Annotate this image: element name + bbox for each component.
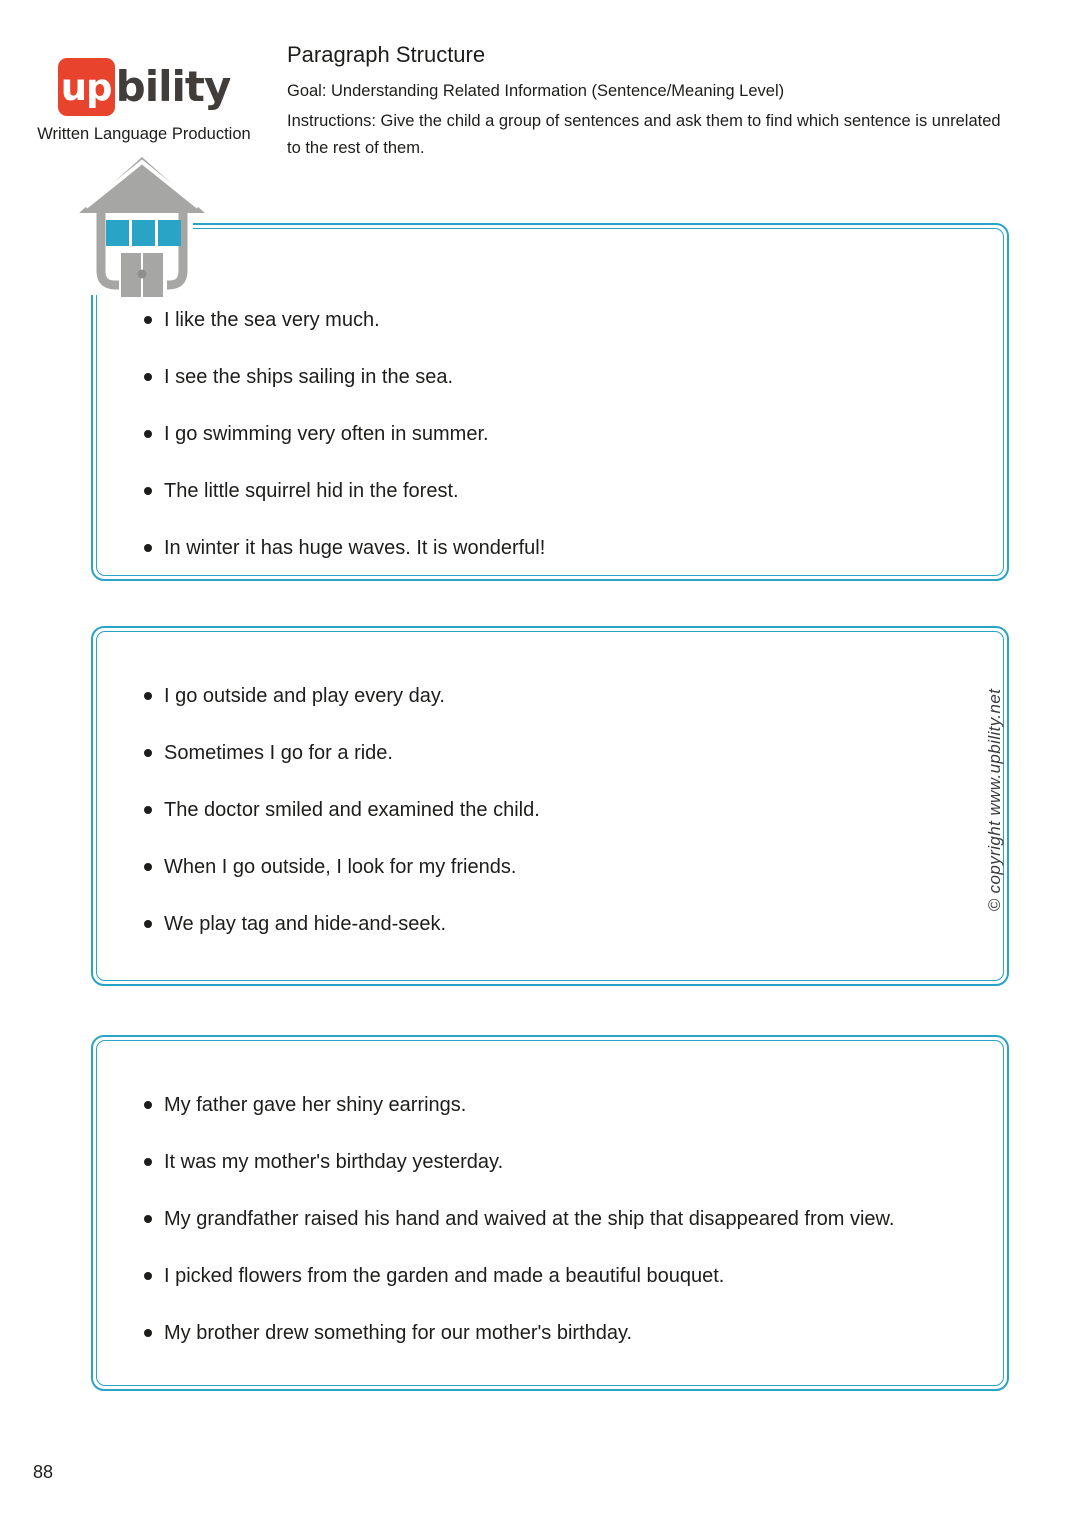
logo-up-badge: up — [58, 58, 115, 116]
list-item: The little squirrel hid in the forest. — [142, 479, 987, 503]
list-item: My brother drew something for our mother's birthday. — [142, 1321, 987, 1345]
list-item: When I go outside, I look for my friends. — [142, 855, 987, 879]
house-window — [158, 220, 181, 246]
list-item: I go outside and play every day. — [142, 684, 987, 708]
goal-text: Goal: Understanding Related Information (Sentence/Meaning Level) — [287, 82, 785, 100]
house-window — [132, 220, 155, 246]
sentence-group-box-3 — [91, 1035, 1009, 1391]
page-number: 88 — [33, 1462, 54, 1482]
list-item: I like the sea very much. — [142, 308, 987, 332]
list-item: Sometimes I go for a ride. — [142, 741, 987, 765]
list-item: In winter it has huge waves. It is wonderful! — [142, 536, 987, 560]
instructions-text: Instructions: Give the child a group of sentences and ask them to find which sentence is unrelated to the rest of them. — [287, 112, 1001, 158]
list-item: I see the ships sailing in the sea. — [142, 365, 987, 389]
list-item: It was my mother's birthday yesterday. — [142, 1150, 987, 1174]
sentence-group-box-1 — [91, 223, 1009, 581]
house-doorknob — [138, 270, 147, 279]
series-subtitle: Written Language Production — [37, 125, 251, 143]
copyright-notice: © copyright www.upbility.net — [985, 688, 1004, 912]
house-roof — [79, 157, 205, 213]
list-item: My father gave her shiny earrings. — [142, 1093, 987, 1117]
house-window — [106, 220, 129, 246]
brand-logo — [30, 58, 258, 144]
page-title: Paragraph Structure — [287, 42, 486, 67]
list-item: We play tag and hide-and-seek. — [142, 912, 987, 936]
list-item: I picked flowers from the garden and made a beautiful bouquet. — [142, 1264, 987, 1288]
house-icon — [77, 153, 207, 298]
sentence-group-box-2 — [91, 626, 1009, 986]
box-inner-border — [96, 228, 1004, 576]
list-item: The doctor smiled and examined the child. — [142, 798, 987, 822]
list-item: My grandfather raised his hand and waived at the ship that disappeared from view. — [142, 1207, 987, 1231]
list-item: I go swimming very often in summer. — [142, 422, 987, 446]
logo-brand-text: bility — [115, 62, 231, 111]
worksheet-header — [287, 42, 1017, 162]
